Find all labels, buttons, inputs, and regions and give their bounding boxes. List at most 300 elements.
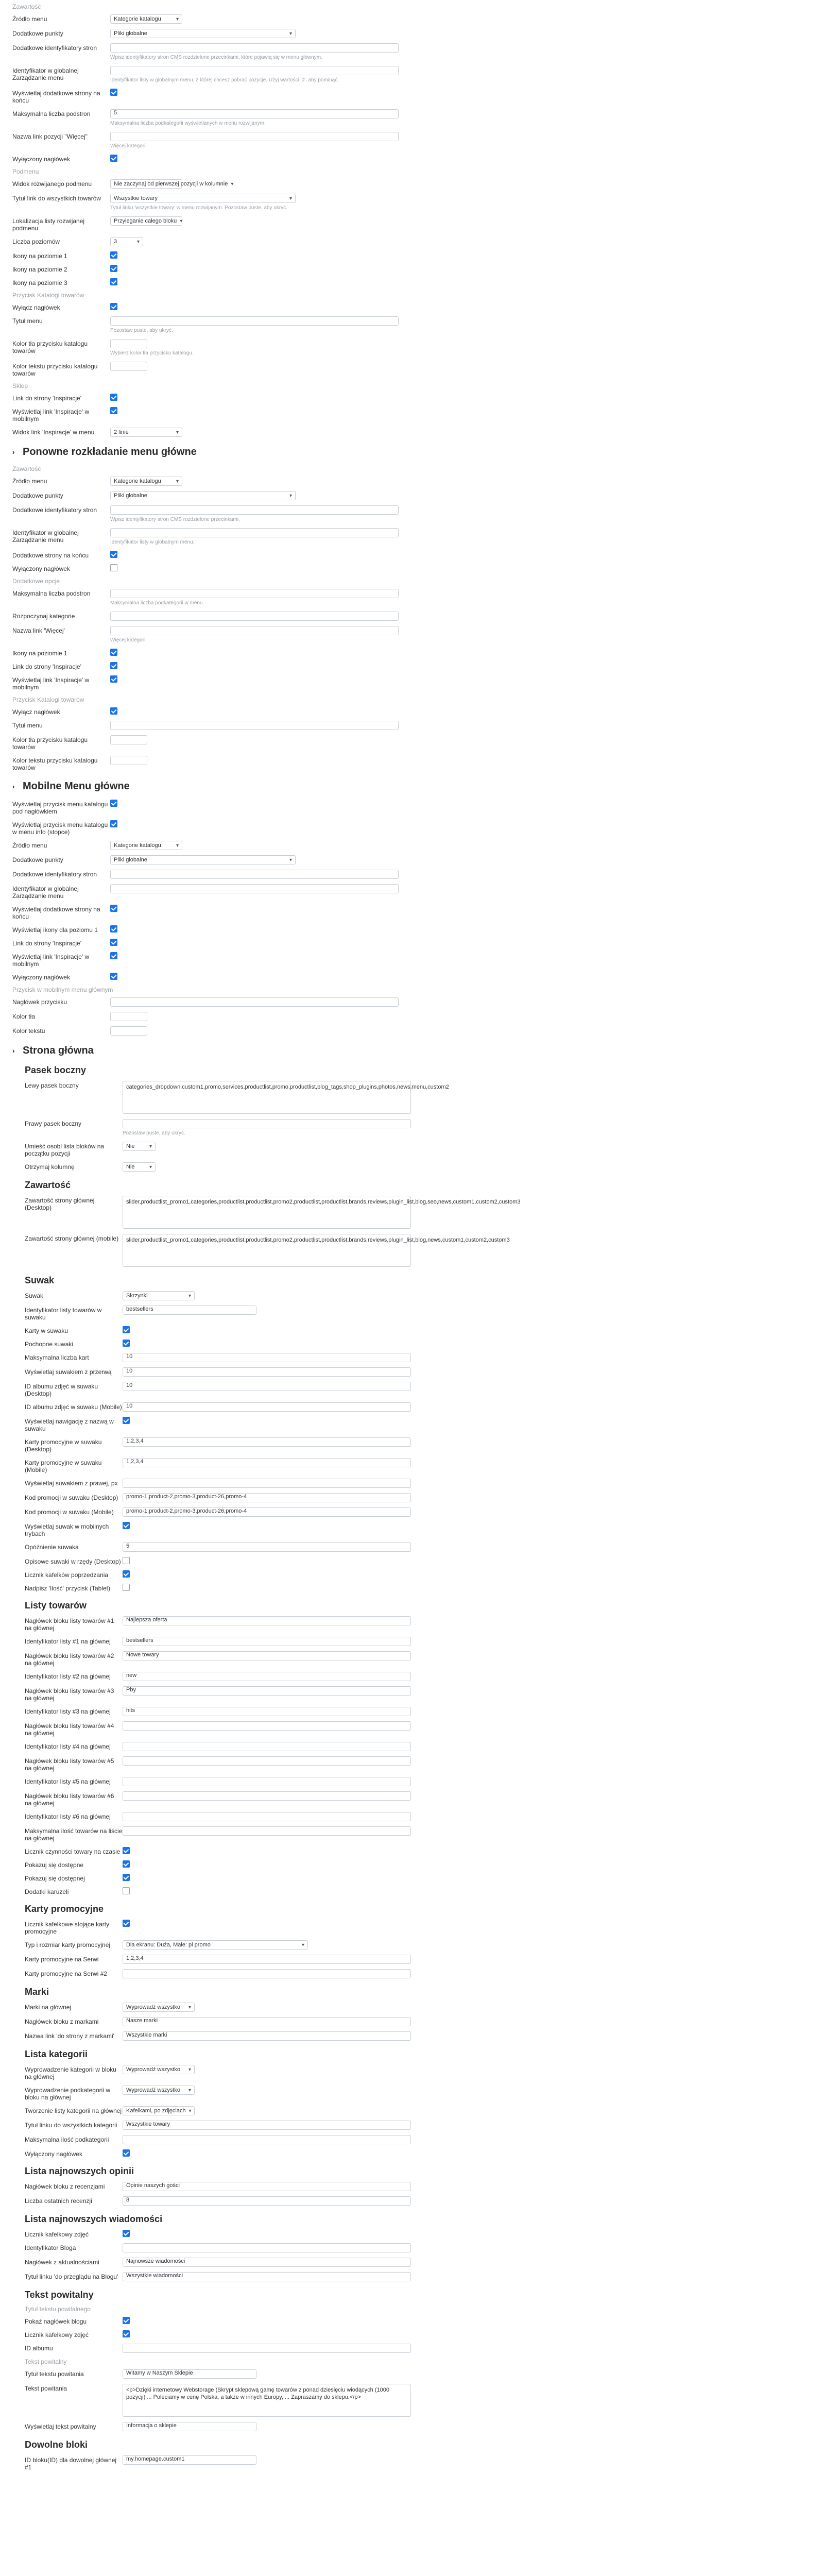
select-field[interactable] <box>110 491 296 500</box>
settings-row <box>12 1026 383 1036</box>
section-main-menu[interactable] <box>12 446 383 458</box>
checkbox[interactable] <box>110 265 117 272</box>
settings-row <box>25 1417 383 1432</box>
checkbox[interactable] <box>123 1417 130 1424</box>
textarea-value: slider,productlist_promo1,categories,productlist,productlist,promo2,productlist,productlist,brands,reviews,plugin_list,blog,seo,news,custom1,custom2,custom3 <box>126 1199 521 1205</box>
settings-row <box>25 2369 383 2379</box>
chevron-right-icon: › <box>12 448 15 456</box>
text-input[interactable] <box>110 756 147 765</box>
settings-row <box>25 1721 383 1737</box>
field-control <box>110 973 383 980</box>
field-label: Tytuł menu <box>12 722 43 729</box>
field-control <box>123 2086 383 2095</box>
field-control <box>123 1306 383 1315</box>
field-label: Tytuł link do wszystkich towarów <box>12 195 101 202</box>
checkbox[interactable] <box>123 1326 130 1333</box>
text-input[interactable] <box>123 2121 411 2130</box>
field-control <box>110 394 383 401</box>
select-field[interactable] <box>110 194 296 203</box>
select-field[interactable] <box>110 841 182 850</box>
field-control <box>123 1234 510 1267</box>
field-control <box>110 925 383 933</box>
field-control <box>123 1637 411 1646</box>
select-value: Pliki globalne <box>114 30 147 37</box>
field-label: Zawartość strony głównej (Desktop) <box>25 1197 95 1211</box>
text-input[interactable] <box>123 1479 411 1488</box>
textarea-field[interactable] <box>123 1081 449 1114</box>
text-input[interactable] <box>110 721 399 730</box>
field-control <box>110 589 399 606</box>
field-label: Nagłówek bloku listy towarów #3 na głównej <box>25 1687 114 1702</box>
field-control <box>110 721 399 730</box>
field-label: Ikony na poziomie 2 <box>12 266 67 273</box>
select-field[interactable] <box>123 1162 156 1172</box>
field-label: Wyświetlaj link 'Inspiracje' w mobilnym <box>12 953 90 968</box>
select-value: Kafelkami, po zdjęciach <box>126 2108 186 2114</box>
field-label: Ikony na poziomie 1 <box>12 650 67 657</box>
subheading: Sklep <box>12 382 28 389</box>
text-input[interactable] <box>123 1616 411 1625</box>
textarea-field[interactable] <box>123 1234 510 1267</box>
field-label: Widok rozwijanego podmenu <box>12 180 92 188</box>
text-input[interactable] <box>110 589 399 598</box>
text-input[interactable] <box>110 1026 147 1036</box>
subheading: Dodatkowe opcje <box>12 578 60 585</box>
settings-row <box>25 2272 383 2281</box>
help-text: Więcej kategorii <box>110 637 147 643</box>
settings-row <box>25 1493 383 1502</box>
text-input[interactable] <box>123 1742 411 1751</box>
text-input[interactable] <box>110 109 399 118</box>
text-input[interactable] <box>123 2031 411 2041</box>
settings-row <box>25 2003 383 2012</box>
text-input[interactable] <box>110 1012 147 1021</box>
heading-suwak: Suwak <box>25 1275 55 1285</box>
text-input[interactable] <box>123 2455 256 2465</box>
text-input[interactable] <box>110 362 147 371</box>
select-field[interactable] <box>110 428 182 437</box>
subheading: Zawartość <box>12 3 41 10</box>
help-text: Maksymalna liczba podkategorii w menu. <box>110 600 204 606</box>
field-control <box>123 1969 411 1978</box>
select-field[interactable] <box>110 216 182 226</box>
textarea-field[interactable] <box>123 2384 411 2417</box>
field-control <box>110 528 399 546</box>
heading-listy-towarow: Listy towarów <box>25 1600 87 1611</box>
text-input[interactable] <box>123 2344 411 2353</box>
field-label: Link do strony 'Inspiracje' <box>12 395 81 402</box>
select-field[interactable] <box>110 477 182 486</box>
field-label: Wyświetlaj przycisk menu katalogu pod nagłówkiem <box>12 801 108 815</box>
text-input[interactable] <box>110 43 399 53</box>
select-field[interactable] <box>123 2065 195 2074</box>
textarea-value: <p>Dzięki internetowy Webstorage (Skrypt sklepową gamę towarów z ponad dziesięciu wiodących (1000 pozycji) ... Poleciamy w cenę Polska, a także w innych Europy, ... Zapraszamy do sklepu.</p> <box>126 2387 391 2400</box>
field-control <box>123 1437 411 1447</box>
heading-lista-kategorii: Lista kategorii <box>25 2049 88 2059</box>
checkbox[interactable] <box>110 394 117 401</box>
text-input[interactable] <box>123 1493 411 1502</box>
heading-marki: Marki <box>25 1987 49 1997</box>
checkbox[interactable] <box>110 905 117 912</box>
settings-row <box>25 1340 383 1348</box>
field-label: Otrzymaj kolumnę <box>25 1163 75 1171</box>
settings-row <box>25 1353 383 1362</box>
text-input[interactable] <box>110 316 399 326</box>
select-field[interactable] <box>123 2003 195 2012</box>
text-input[interactable] <box>123 2272 411 2281</box>
input-value: my.homepage.custom1 <box>126 2456 185 2462</box>
field-control <box>110 339 383 357</box>
text-input[interactable] <box>110 132 399 141</box>
field-control <box>110 179 383 189</box>
text-input[interactable] <box>110 626 399 635</box>
field-label: Rozpoczynaj kategorie <box>12 613 75 620</box>
settings-row <box>25 1969 383 1978</box>
checkbox[interactable] <box>110 973 117 980</box>
chevron-down-icon: ▾ <box>188 2004 191 2010</box>
textarea-field[interactable] <box>123 1196 521 1229</box>
settings-row <box>12 528 383 546</box>
field-control <box>123 1570 383 1578</box>
help-text: Identyfikator listy w globalnym menu. <box>110 539 195 545</box>
settings-row <box>25 2065 383 2080</box>
field-control <box>123 2455 383 2465</box>
settings-row <box>25 1507 383 1517</box>
input-value: promo-1,product-2,promo-3,product-26,promo-4 <box>126 1508 247 1514</box>
settings-row <box>25 1142 383 1157</box>
settings-container <box>0 3 521 2471</box>
text-input[interactable] <box>110 997 399 1007</box>
checkbox[interactable] <box>110 303 117 310</box>
settings-row <box>25 2258 383 2267</box>
settings-row <box>25 1955 383 1964</box>
field-label: Dodatki karuzeli <box>25 1888 69 1895</box>
text-input[interactable] <box>123 1812 411 1821</box>
checkbox[interactable] <box>110 925 117 933</box>
field-control <box>123 1340 383 1347</box>
help-text: Tytuł linku 'wszystkie towary' w menu rozwijanym. Pozostaw puste, aby ukryć. <box>110 205 287 211</box>
settings-row <box>12 800 383 815</box>
chevron-down-icon: ▾ <box>188 2108 192 2114</box>
field-label: Pokaż nagłówek blogu <box>25 2318 87 2325</box>
settings-row <box>12 394 383 402</box>
text-input[interactable] <box>123 1437 411 1447</box>
text-input[interactable] <box>123 1382 411 1391</box>
text-input[interactable] <box>123 1402 411 1412</box>
settings-row <box>12 407 383 422</box>
checkbox[interactable] <box>123 2230 130 2237</box>
checkbox[interactable] <box>123 1847 130 1854</box>
checkbox[interactable] <box>123 2317 130 2324</box>
field-label: Wyłącz nagłówek <box>12 708 60 716</box>
checkbox[interactable] <box>110 649 117 656</box>
checkbox[interactable] <box>110 675 117 683</box>
field-label: Pokazuj się dostępnej <box>25 1875 85 1882</box>
field-control <box>110 303 383 310</box>
field-control <box>123 2384 411 2417</box>
input-value: bestsellers <box>126 1637 153 1643</box>
select-value: Dla ekranu: Duża, Małe: pl promo <box>126 1942 211 1948</box>
text-input[interactable] <box>123 1367 411 1377</box>
checkbox[interactable] <box>123 1522 130 1529</box>
field-control <box>123 1119 411 1137</box>
field-control <box>123 1479 411 1488</box>
select-field[interactable] <box>123 2106 195 2115</box>
field-label: Kolor tekstu przycisku katalogu towarów <box>12 363 98 377</box>
field-label: Dodatkowe punkty <box>12 492 63 499</box>
chevron-down-icon: ▾ <box>176 16 179 22</box>
checkbox[interactable] <box>123 1584 130 1591</box>
field-control <box>123 1721 411 1731</box>
field-label: Lokalizacja listy rozwijanej podmenu <box>12 217 85 232</box>
settings-row <box>25 2182 383 2191</box>
chevron-down-icon: ▾ <box>188 2087 191 2093</box>
text-input[interactable] <box>123 1119 411 1128</box>
checkbox[interactable] <box>110 939 117 946</box>
checkbox[interactable] <box>123 1860 130 1868</box>
select-value: Wyprowadź wszystko <box>126 2087 181 2093</box>
field-control <box>123 1742 411 1751</box>
text-input[interactable] <box>123 2196 411 2206</box>
select-value: Nie <box>126 1143 135 1149</box>
section-home[interactable] <box>12 1045 383 1057</box>
chevron-down-icon: ▾ <box>301 1942 304 1948</box>
field-control <box>123 1507 411 1517</box>
checkbox[interactable] <box>110 155 117 162</box>
text-input[interactable] <box>123 2017 411 2026</box>
field-label: Dodatkowe identyfikatory stron <box>12 506 97 514</box>
text-input[interactable] <box>123 1686 411 1696</box>
field-label: Nagłówek z aktualnościami <box>25 2259 99 2266</box>
field-label: Nazwa link 'Więcej' <box>12 627 65 634</box>
field-control <box>123 1955 411 1964</box>
settings-row <box>25 1081 449 1114</box>
checkbox[interactable] <box>123 1340 130 1347</box>
text-input[interactable] <box>123 1707 411 1716</box>
checkbox[interactable] <box>110 89 117 96</box>
field-control <box>110 216 383 226</box>
field-label: Dodatkowe punkty <box>12 856 63 863</box>
field-label: Opóźnienie suwaka <box>25 1544 79 1551</box>
field-control <box>110 66 399 83</box>
field-label: Typ i rozmiar karty promocyjnej <box>25 1941 111 1948</box>
chevron-down-icon: ▾ <box>289 857 292 863</box>
checkbox[interactable] <box>110 800 117 807</box>
text-input[interactable] <box>123 2258 411 2267</box>
field-label: Identyfikator listy #3 na głównej <box>25 1708 111 1715</box>
field-label: Wyprowadzenie podkategorii w bloku na głównej <box>25 2087 110 2101</box>
settings-row <box>25 1887 383 1895</box>
text-input[interactable] <box>123 1826 411 1836</box>
checkbox[interactable] <box>123 1570 130 1578</box>
field-control <box>110 756 383 765</box>
field-control <box>123 1402 411 1412</box>
subheading: Przycisk Katalogi towarów <box>12 696 84 703</box>
input-value: Wszystkie towary <box>126 2121 170 2127</box>
chevron-down-icon: ▾ <box>180 218 183 224</box>
field-control <box>123 1522 383 1529</box>
field-control <box>110 855 383 865</box>
settings-row <box>25 1860 383 1869</box>
field-control <box>110 251 383 259</box>
field-control <box>123 2135 411 2144</box>
text-input[interactable] <box>110 66 399 75</box>
field-control <box>110 551 383 558</box>
help-text: Pozostaw puste, aby ukryć. <box>110 328 173 333</box>
checkbox[interactable] <box>110 407 117 414</box>
text-input[interactable] <box>123 1543 411 1552</box>
text-input[interactable] <box>123 1721 411 1731</box>
checkbox[interactable] <box>123 1557 130 1564</box>
field-control <box>123 1920 383 1927</box>
field-control <box>123 2003 383 2012</box>
field-label: ID albumu <box>25 2345 53 2352</box>
input-value: Pby <box>126 1687 136 1693</box>
field-label: Maksymalna ilość podkategorii <box>25 2136 109 2143</box>
input-value: 1,2,3,4 <box>126 1955 144 1961</box>
field-label: Źródło menu <box>12 842 47 849</box>
settings-row <box>25 1234 510 1267</box>
text-input[interactable] <box>110 870 399 879</box>
heading-tekst-powitalny: Tekst powitalny <box>25 2290 94 2300</box>
field-label: Identyfikator w globalnej Zarządzanie menu <box>12 529 79 544</box>
input-value: 1,2,3,4 <box>126 1459 144 1465</box>
section-mobile-menu[interactable] <box>12 781 383 792</box>
select-value: Przyleganie całego bloku <box>114 218 177 224</box>
heading-karty-promocyjne: Karty promocyjne <box>25 1904 104 1914</box>
help-text: Pozostaw puste, aby ukryć. <box>123 1130 185 1136</box>
field-label: Tworzenie listy kategorii na głównej <box>25 2107 122 2114</box>
text-input[interactable] <box>123 1651 411 1660</box>
checkbox[interactable] <box>110 662 117 669</box>
field-label: Karty promocyjne na Serwi <box>25 1956 99 1963</box>
text-input[interactable] <box>110 735 147 744</box>
field-control <box>123 1353 411 1362</box>
text-input[interactable] <box>110 339 147 348</box>
field-control <box>110 265 383 272</box>
checkbox[interactable] <box>110 820 117 827</box>
select-value: Kategorie katalogu <box>114 16 161 22</box>
checkbox[interactable] <box>110 564 117 571</box>
field-control <box>110 939 383 946</box>
field-control <box>110 29 383 38</box>
settings-row <box>25 1686 383 1702</box>
input-value: Nasze marki <box>126 2018 158 2024</box>
checkbox[interactable] <box>110 251 117 259</box>
select-value: 2 linie <box>114 429 129 435</box>
text-input[interactable] <box>110 528 399 537</box>
settings-row <box>25 1874 383 1882</box>
checkbox[interactable] <box>123 1887 130 1894</box>
checkbox[interactable] <box>123 1920 130 1927</box>
text-input[interactable] <box>123 2243 411 2252</box>
field-label: Kolor tekstu przycisku katalogu towarów <box>12 757 98 771</box>
select-field[interactable] <box>123 1291 195 1300</box>
checkbox[interactable] <box>123 1874 130 1881</box>
checkbox[interactable] <box>110 278 117 285</box>
field-label: Kolor tekstu <box>12 1027 45 1035</box>
settings-row <box>12 14 383 24</box>
text-input[interactable] <box>110 612 399 621</box>
select-field[interactable] <box>110 29 296 38</box>
text-input[interactable] <box>123 1507 411 1517</box>
text-input[interactable] <box>123 1458 411 1467</box>
text-input[interactable] <box>123 1791 411 1801</box>
settings-row <box>25 2330 383 2338</box>
field-label: ID bloku(ID) dla dowolnej głównej #1 <box>25 2456 117 2471</box>
settings-row <box>25 1458 383 1473</box>
input-value: 5 <box>126 1543 130 1549</box>
settings-row <box>12 973 383 981</box>
field-label: Wyłączony nagłówek <box>12 156 70 163</box>
text-input[interactable] <box>123 1672 411 1681</box>
text-input[interactable] <box>123 1637 411 1646</box>
text-input[interactable] <box>123 1353 411 1362</box>
heading-dowolne-bloki: Dowolne bloki <box>25 2439 88 2450</box>
checkbox[interactable] <box>110 551 117 558</box>
field-label: Lewy pasek boczny <box>25 1082 79 1089</box>
field-label: Nagłówek przycisku <box>12 998 67 1006</box>
text-input[interactable] <box>123 1777 411 1786</box>
field-label: Kod promocji w suwaku (Mobile) <box>25 1509 114 1516</box>
text-input[interactable] <box>123 1969 411 1978</box>
text-input[interactable] <box>123 2422 256 2431</box>
select-field[interactable] <box>110 14 182 24</box>
checkbox[interactable] <box>110 952 117 959</box>
text-input[interactable] <box>110 505 399 515</box>
field-control <box>123 1493 411 1502</box>
field-control <box>123 1382 411 1391</box>
select-field[interactable] <box>123 1940 308 1950</box>
text-input[interactable] <box>123 2182 411 2191</box>
checkbox[interactable] <box>123 2149 130 2157</box>
chevron-right-icon: › <box>12 1047 15 1055</box>
field-label: Wyłączony nagłówek <box>12 974 70 981</box>
select-field[interactable] <box>110 237 143 246</box>
select-field[interactable] <box>110 179 234 189</box>
select-field[interactable] <box>123 2086 195 2095</box>
section-title-text: Strona główna <box>23 1045 94 1056</box>
field-control <box>110 89 383 96</box>
field-control <box>110 362 383 371</box>
sub-block <box>25 2455 383 2471</box>
input-value: 10 <box>126 1368 133 1374</box>
text-input[interactable] <box>123 1306 256 1315</box>
checkbox[interactable] <box>123 2330 130 2337</box>
field-label: Pochopne suwaki <box>25 1341 74 1348</box>
text-input[interactable] <box>123 1955 411 1964</box>
settings-row <box>12 855 383 865</box>
field-label: Karty promocyjne na Serwi #2 <box>25 1970 108 1977</box>
settings-row <box>12 132 383 149</box>
select-field[interactable] <box>110 855 296 865</box>
settings-row <box>12 265 383 273</box>
settings-row <box>25 1543 383 1552</box>
field-label: Licznik kafelków poprzedzania <box>25 1571 109 1579</box>
settings-row <box>25 1402 383 1412</box>
help-text: Identyfikator listy w globalnym menu, z której chcesz pobrać pozycje. Użyj wartości '0', aby pominąć. <box>110 77 339 83</box>
chevron-down-icon: ▾ <box>231 181 234 187</box>
settings-row <box>12 870 383 879</box>
chevron-down-icon: ▾ <box>289 30 292 37</box>
checkbox[interactable] <box>110 707 117 715</box>
field-control <box>110 952 383 959</box>
select-field[interactable] <box>123 1142 156 1151</box>
text-input[interactable] <box>110 884 399 893</box>
text-input[interactable] <box>123 2135 411 2144</box>
text-input[interactable] <box>123 1756 411 1766</box>
text-input[interactable] <box>123 2369 256 2379</box>
